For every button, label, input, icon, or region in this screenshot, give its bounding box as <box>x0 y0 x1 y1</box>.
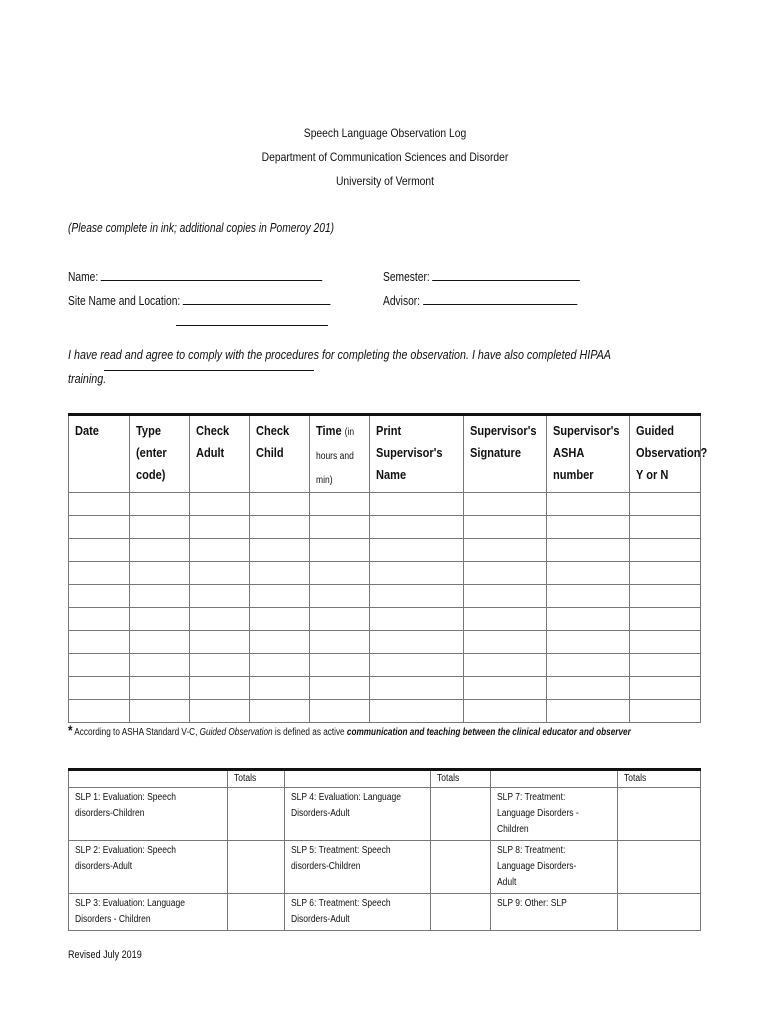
log-entry-row <box>69 516 701 539</box>
log-entry-cell[interactable] <box>630 700 701 723</box>
col-check-adult: Check Adult <box>190 415 250 493</box>
log-entry-cell[interactable] <box>464 677 547 700</box>
guided-observation-footnote: * According to ASHA Standard V-C, Guided Observation is defined as active communication and teaching between the clinical educator and observer <box>68 722 631 738</box>
log-entry-cell[interactable] <box>464 562 547 585</box>
log-entry-cell[interactable] <box>464 608 547 631</box>
log-entry-cell[interactable] <box>130 516 190 539</box>
log-entry-cell[interactable] <box>310 608 370 631</box>
col-supervisor-signature: Supervisor's Signature <box>464 415 547 493</box>
log-entry-cell[interactable] <box>547 585 630 608</box>
total-cell[interactable] <box>228 894 285 931</box>
hipaa-agreement: I have read and agree to comply with the procedures for completing the observation. I have also completed HIPAA training. <box>68 348 611 386</box>
log-entry-cell[interactable] <box>547 677 630 700</box>
log-entry-cell[interactable] <box>69 562 130 585</box>
log-entry-cell[interactable] <box>190 608 250 631</box>
log-entry-cell[interactable] <box>310 516 370 539</box>
log-entry-row <box>69 585 701 608</box>
log-entry-cell[interactable] <box>190 654 250 677</box>
log-entry-cell[interactable] <box>630 493 701 516</box>
log-entry-cell[interactable] <box>190 562 250 585</box>
log-entry-cell[interactable] <box>190 516 250 539</box>
log-entry-cell[interactable] <box>630 654 701 677</box>
total-cell[interactable] <box>431 841 491 894</box>
revision-date: Revised July 2019 <box>68 949 142 961</box>
log-entry-cell[interactable] <box>370 631 464 654</box>
totals-label-3: Totals <box>618 770 701 788</box>
col-time: Time (in hours and min) <box>310 415 370 493</box>
log-entry-cell[interactable] <box>547 493 630 516</box>
total-cell[interactable] <box>618 894 701 931</box>
log-entry-cell[interactable] <box>310 631 370 654</box>
form-title: Speech Language Observation Log <box>303 126 467 140</box>
log-entry-cell[interactable] <box>190 677 250 700</box>
log-entry-cell[interactable] <box>190 700 250 723</box>
log-entry-cell[interactable] <box>250 654 310 677</box>
log-entry-cell[interactable] <box>630 516 701 539</box>
code-slp-2: SLP 2: Evaluation: Speech disorders-Adult <box>69 841 228 894</box>
log-entry-row <box>69 677 701 700</box>
log-entry-cell[interactable] <box>190 493 250 516</box>
log-entry-cell[interactable] <box>130 585 190 608</box>
log-entry-cell[interactable] <box>130 562 190 585</box>
semester-label: Semester: <box>383 270 430 284</box>
col-date: Date <box>69 415 130 493</box>
semester-field[interactable] <box>383 270 623 284</box>
col-supervisor-asha: Supervisor's ASHA number <box>547 415 630 493</box>
log-entry-cell[interactable] <box>464 516 547 539</box>
log-entry-cell[interactable] <box>464 700 547 723</box>
log-entry-cell[interactable] <box>130 700 190 723</box>
code-slp-5: SLP 5: Treatment: Speech disorders-Children <box>285 841 431 894</box>
observation-log-table <box>68 413 708 723</box>
log-entry-cell[interactable] <box>370 677 464 700</box>
log-entry-cell[interactable] <box>130 677 190 700</box>
totals-header-row <box>69 770 701 788</box>
log-entry-cell[interactable] <box>69 585 130 608</box>
total-cell[interactable] <box>228 841 285 894</box>
site-line-continued[interactable] <box>176 325 328 326</box>
code-slp-3: SLP 3: Evaluation: Language Disorders - Children <box>69 894 228 931</box>
log-entry-cell[interactable] <box>547 516 630 539</box>
log-entry-cell[interactable] <box>250 585 310 608</box>
log-entry-cell[interactable] <box>630 677 701 700</box>
log-entry-cell[interactable] <box>630 585 701 608</box>
code-slp-7: SLP 7: Treatment: Language Disorders -Children <box>491 788 618 841</box>
log-entry-row <box>69 608 701 631</box>
log-entry-cell[interactable] <box>250 516 310 539</box>
code-slp-6: SLP 6: Treatment: Speech Disorders-Adult <box>285 894 431 931</box>
total-cell[interactable] <box>228 788 285 841</box>
log-entry-cell[interactable] <box>250 493 310 516</box>
advisor-field[interactable] <box>383 294 620 308</box>
col-check-child: Check Child <box>250 415 310 493</box>
totals-label-2: Totals <box>431 770 491 788</box>
code-slp-4: SLP 4: Evaluation: Language Disorders-Adult <box>285 788 431 841</box>
code-slp-1: SLP 1: Evaluation: Speech disorders-Children <box>69 788 228 841</box>
summary-row <box>69 788 701 841</box>
col-guided-observation: Guided Observation? Y or N <box>630 415 701 493</box>
code-slp-8: SLP 8: Treatment: Language Disorders-Adult <box>491 841 618 894</box>
log-entry-row <box>69 654 701 677</box>
log-entry-row <box>69 493 701 516</box>
log-entry-cell[interactable] <box>310 677 370 700</box>
totals-label-1: Totals <box>228 770 285 788</box>
log-entry-cell[interactable] <box>547 539 630 562</box>
log-entry-cell[interactable] <box>310 585 370 608</box>
log-entry-cell[interactable] <box>310 562 370 585</box>
log-entry-cell[interactable] <box>250 562 310 585</box>
log-entry-cell[interactable] <box>464 493 547 516</box>
log-entry-cell[interactable] <box>250 608 310 631</box>
name-field[interactable] <box>68 270 328 284</box>
semester-line[interactable] <box>433 270 581 281</box>
log-entry-cell[interactable] <box>69 700 130 723</box>
log-entry-cell[interactable] <box>310 539 370 562</box>
log-entry-cell[interactable] <box>370 608 464 631</box>
department-name: Department of Communication Sciences and Disorder <box>261 150 509 164</box>
log-entry-cell[interactable] <box>310 493 370 516</box>
log-entry-cell[interactable] <box>464 539 547 562</box>
total-cell[interactable] <box>431 788 491 841</box>
site-field[interactable] <box>68 294 388 308</box>
log-entry-cell[interactable] <box>310 654 370 677</box>
total-cell[interactable] <box>618 788 701 841</box>
log-entry-row <box>69 539 701 562</box>
log-entry-cell[interactable] <box>370 493 464 516</box>
log-entry-cell[interactable] <box>190 585 250 608</box>
log-entry-cell[interactable] <box>547 631 630 654</box>
advisor-line[interactable] <box>423 294 577 305</box>
log-entry-cell[interactable] <box>630 562 701 585</box>
log-entry-cell[interactable] <box>250 677 310 700</box>
log-entry-cell[interactable] <box>190 631 250 654</box>
log-entry-row <box>69 631 701 654</box>
log-entry-cell[interactable] <box>630 539 701 562</box>
total-cell[interactable] <box>618 841 701 894</box>
log-header-row <box>69 415 701 493</box>
training-signature-line[interactable] <box>104 370 314 371</box>
log-entry-cell[interactable] <box>69 493 130 516</box>
log-entry-cell[interactable] <box>69 608 130 631</box>
log-entry-cell[interactable] <box>69 677 130 700</box>
log-entry-cell[interactable] <box>250 631 310 654</box>
log-entry-cell[interactable] <box>250 700 310 723</box>
log-entry-cell[interactable] <box>130 493 190 516</box>
code-slp-9: SLP 9: Other: SLP <box>491 894 618 931</box>
log-entry-cell[interactable] <box>370 654 464 677</box>
log-entry-cell[interactable] <box>69 631 130 654</box>
log-entry-cell[interactable] <box>464 585 547 608</box>
log-entry-cell[interactable] <box>547 608 630 631</box>
advisor-label: Advisor: <box>383 294 421 308</box>
col-type: Type (enter code) <box>130 415 190 493</box>
log-entry-cell[interactable] <box>547 700 630 723</box>
log-entry-cell[interactable] <box>547 654 630 677</box>
log-entry-cell[interactable] <box>130 539 190 562</box>
site-label: Site Name and Location: <box>68 294 181 308</box>
summary-row <box>69 841 701 894</box>
log-entry-cell[interactable] <box>130 631 190 654</box>
summary-row <box>69 894 701 931</box>
log-entry-cell[interactable] <box>370 585 464 608</box>
log-entry-cell[interactable] <box>630 608 701 631</box>
totals-summary-table <box>68 768 701 931</box>
col-supervisor-name: Print Supervisor's Name <box>370 415 464 493</box>
instruction-note: (Please complete in ink; additional copies in Pomeroy 201) <box>68 221 335 235</box>
log-entry-cell[interactable] <box>547 562 630 585</box>
log-entry-row <box>69 700 701 723</box>
log-entry-cell[interactable] <box>464 631 547 654</box>
log-entry-cell[interactable] <box>130 608 190 631</box>
log-entry-cell[interactable] <box>370 539 464 562</box>
log-entry-cell[interactable] <box>250 539 310 562</box>
log-entry-cell[interactable] <box>310 700 370 723</box>
log-entry-cell[interactable] <box>69 516 130 539</box>
log-entry-cell[interactable] <box>69 654 130 677</box>
log-entry-cell[interactable] <box>370 562 464 585</box>
log-entry-row <box>69 562 701 585</box>
site-line[interactable] <box>183 294 331 305</box>
log-entry-cell[interactable] <box>370 700 464 723</box>
log-entry-cell[interactable] <box>130 654 190 677</box>
total-cell[interactable] <box>431 894 491 931</box>
name-label: Name: <box>68 270 99 284</box>
name-line[interactable] <box>101 270 322 281</box>
log-entry-cell[interactable] <box>370 516 464 539</box>
log-entry-cell[interactable] <box>464 654 547 677</box>
log-entry-cell[interactable] <box>190 539 250 562</box>
log-entry-cell[interactable] <box>630 631 701 654</box>
log-entry-cell[interactable] <box>69 539 130 562</box>
university-name: University of Vermont <box>335 174 435 188</box>
